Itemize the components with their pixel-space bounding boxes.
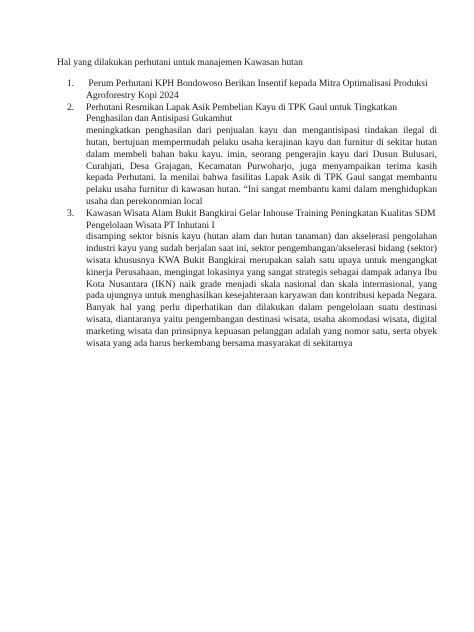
list-item-title: Perhutani Resmikan Lapak Asik Pembelian Kayu di TPK Gaul untuk Tingkatkan Penghasilan dan Antisipasi Gukamhut xyxy=(86,101,398,125)
list-item xyxy=(57,208,437,350)
list-item-body: meningkatkan penghasilan dari penjualan kayu dan mengantisipasi tindakan ilegal di hutan, bertujuan mempermudah pelaku usaha kerajinan kayu dan furnitur di sekitar hutan dalam membeli bahan baku kayu. imin, seorang pengerajin kayu dari Dusun Bulusari, Curahjati, Desa Grajagan, Kecamatan Purwoharjo, juga menyampaikan terima kasih kepada Perhutani. Ia menilai bahwa fasilitas Lapak Asik di TPK Gaul sangat membantu pelaku usaha furnitur di kawasan hutan. “Ini sangat membantu kami dalam menghidupkan usaha dan perekonomian local xyxy=(86,125,437,207)
list-item-number: 3. xyxy=(67,207,75,219)
list-item-number: 2. xyxy=(67,101,75,113)
numbered-list xyxy=(57,78,437,349)
list-item-title: Kawasan Wisata Alam Bukit Bangkirai Gelar Inhouse Training Peningkatan Kualitas SDM Pengelolaan Wisata PT Inhutani I xyxy=(86,207,436,231)
list-item-title: Perum Perhutani KPH Bondowoso Berikan Insentif kepada Mitra Optimalisasi Produksi Agroforestry Kopi 2024 xyxy=(86,78,430,101)
list-item xyxy=(57,102,437,208)
list-item xyxy=(57,78,437,102)
document-heading: Hal yang dilakukan perhutani untuk manajemen Kawasan hutan xyxy=(57,57,303,68)
list-item-number: 1. xyxy=(67,78,75,89)
list-item-body: disamping sektor bisnis kayu (hutan alam dan hutan tanaman) dan akselerasi pengolahan industri kayu yang sudah berjalan saat ini, sektor pengembangan/akselerasi bidang (sektor) wisata khususnya KWA Bukit Bangkirai merupakan salah satu upaya untuk mengangkat kinerja Perusahaan, mengingat lokasinya yang sangat strategis sebagai dampak adanya Ibu Kota Nusantara (IKN) naik grade menjadi skala nasional dan skala internasional, yang pada ujungnya untuk menghasilkan kesejahteraan karyawan dan kontribusi kepada Negara. Banyak hal yang perlu diperhatikan dan dilakukan dalam pengelolaan suatu destinasi wisata, diantaranya yaitu pengembangan destinasi wisata, usaha akomodasi wisata, digital marketing wisata dan prinsipnya kepuasan pelanggan adalah yang nomor satu, serta obyek wisata yang ada harus berkembang bersama masyarakat di sekitarnya xyxy=(86,231,437,349)
